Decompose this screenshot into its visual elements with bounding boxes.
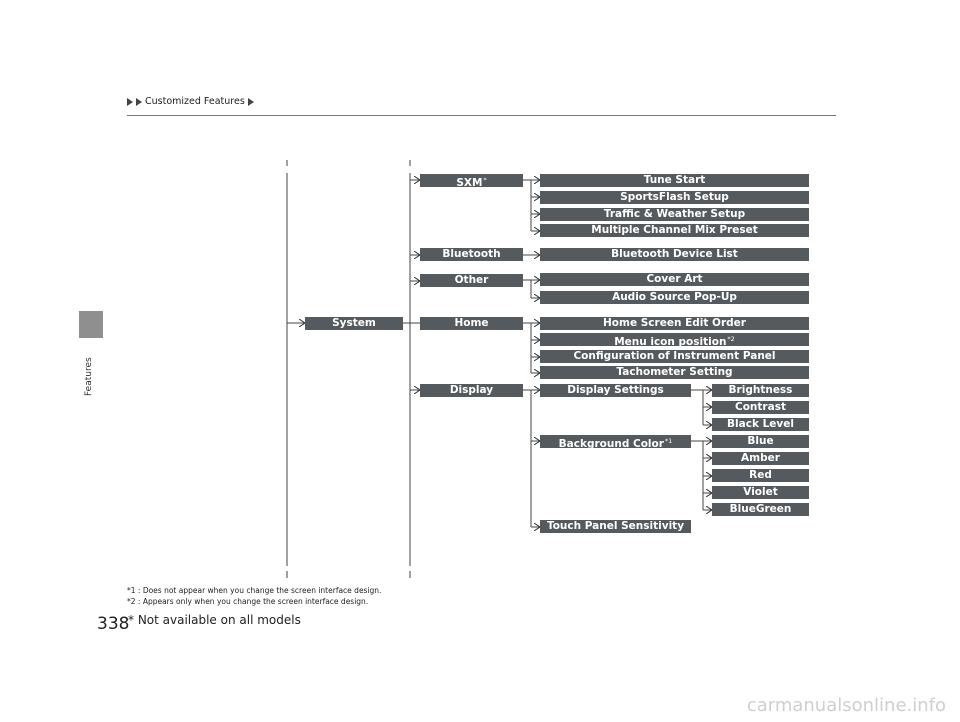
menu-item-menu-icon-position[interactable] [540, 333, 809, 346]
menu-item-bluetooth-device-list[interactable]: Bluetooth Device List [540, 248, 809, 261]
menu-item-tachometer-setting[interactable]: Tachometer Setting [540, 366, 809, 379]
menu-item-contrast[interactable]: Contrast [712, 401, 809, 414]
footnote-mark: *2 [727, 335, 735, 343]
menu-item-home[interactable]: Home [420, 317, 523, 330]
menu-item-traffic-weather-setup[interactable]: Traffic & Weather Setup [540, 208, 809, 221]
footnote-mark: *1 [664, 437, 673, 445]
menu-item-system[interactable]: System [305, 317, 403, 330]
footnote-2: *2 : Appears only when you change the screen interface design. [127, 597, 369, 606]
menu-item-home-screen-edit-order[interactable]: Home Screen Edit Order [540, 317, 809, 330]
menu-item-background-color-label: Background Color [558, 438, 664, 448]
menu-item-display[interactable]: Display [420, 384, 523, 397]
menu-item-red[interactable]: Red [712, 469, 809, 482]
page-number: 338 [97, 614, 130, 634]
menu-item-touch-panel-sensitivity[interactable]: Touch Panel Sensitivity [540, 520, 691, 533]
menu-item-tune-start[interactable]: Tune Start [540, 174, 809, 187]
menu-item-bluegreen[interactable]: BlueGreen [712, 503, 809, 516]
menu-item-brightness[interactable]: Brightness [712, 384, 809, 397]
menu-item-cover-art[interactable]: Cover Art [540, 273, 809, 286]
menu-item-multiple-channel-mix-preset[interactable]: Multiple Channel Mix Preset [540, 224, 809, 237]
menu-item-sxm[interactable] [420, 174, 523, 187]
menu-item-other[interactable]: Other [420, 274, 523, 287]
menu-item-black-level[interactable]: Black Level [712, 418, 809, 431]
unavailable-mark: * [483, 176, 487, 184]
menu-item-display-settings[interactable]: Display Settings [540, 384, 691, 397]
menu-item-audio-source-popup[interactable]: Audio Source Pop-Up [540, 291, 809, 304]
footnotes [127, 585, 381, 607]
section-label: Features [84, 357, 94, 396]
footnote-1: *1 : Does not appear when you change the screen interface design. [127, 586, 382, 595]
availability-note: * Not available on all models [128, 613, 301, 627]
menu-item-background-color[interactable] [540, 435, 691, 448]
menu-item-sportsflash-setup[interactable]: SportsFlash Setup [540, 191, 809, 204]
menu-item-violet[interactable]: Violet [712, 486, 809, 499]
menu-item-blue[interactable]: Blue [712, 435, 809, 448]
watermark: carmanualsonline.info [746, 695, 946, 716]
breadcrumb-label: Customized Features [145, 96, 245, 107]
menu-item-amber[interactable]: Amber [712, 452, 809, 465]
menu-item-bluetooth[interactable]: Bluetooth [420, 248, 523, 261]
menu-item-sxm-label: SXM [456, 177, 483, 187]
menu-item-instrument-panel-config[interactable]: Configuration of Instrument Panel [540, 350, 809, 363]
menu-item-menu-icon-position-label: Menu icon position [614, 336, 727, 346]
